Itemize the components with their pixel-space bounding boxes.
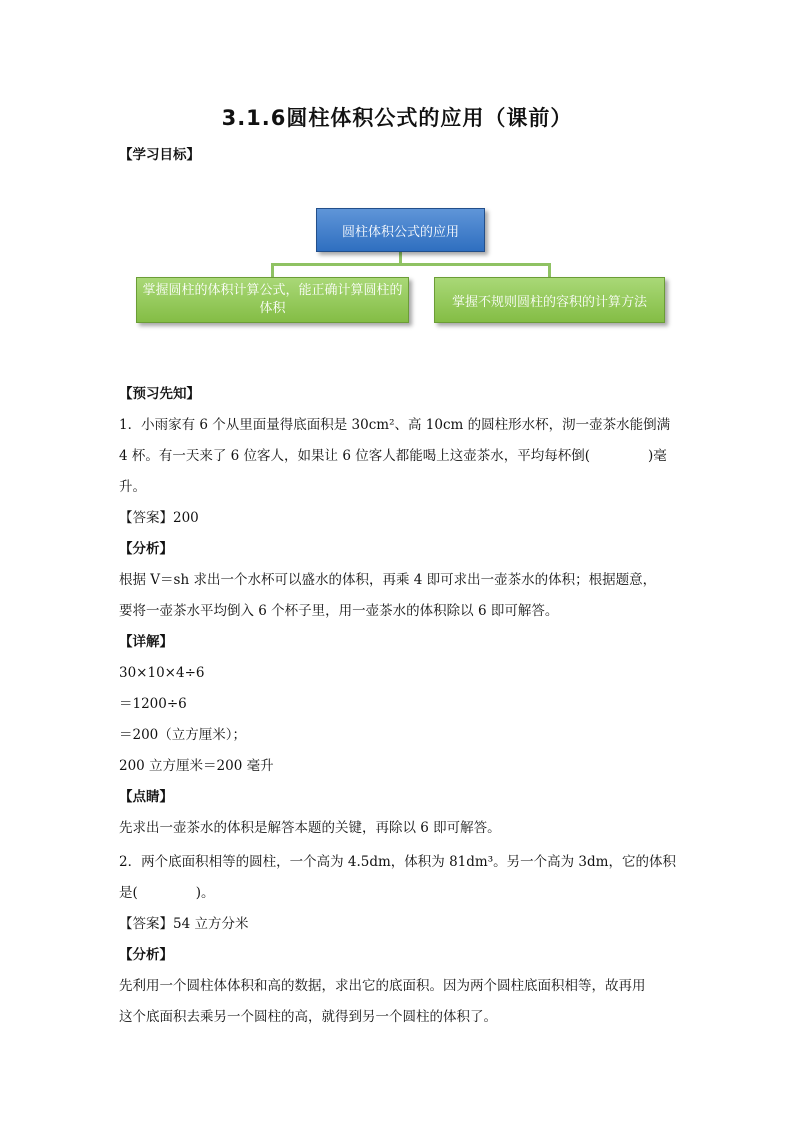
q1-analysis-2: 要将一壶茶水平均倒入 6 个杯子里，用一壶茶水的体积除以 6 即可解答。 [119,603,559,619]
q2-line-1: 2．两个底面积相等的圆柱，一个高为 4.5dm，体积为 81dm³。另一个高为 3dm，它的体积 [119,854,676,870]
q1-tip-label: 【点睛】 [119,789,173,805]
q2-analysis-2: 这个底面积去乘另一个圆柱的高，就得到另一个圆柱的体积了。 [119,1009,497,1025]
diagram-right-node: 掌握不规则圆柱的容积的计算方法 [434,277,665,323]
section-learning-objectives: 【学习目标】 [119,147,200,163]
q1-step-1: 30×10×4÷6 [119,665,205,681]
q2-answer: 【答案】54 立方分米 [119,916,249,932]
q1-line-2-unit: )毫 [648,448,667,464]
q1-line-2 [119,447,667,465]
connector-left [271,263,274,277]
q1-detail-label: 【详解】 [119,634,173,650]
q1-line-2-text: 4 杯。有一天来了 6 位客人，如果让 6 位客人都能喝上这壶茶水，平均每杯倒( [119,448,590,464]
q1-analysis-label: 【分析】 [119,541,173,557]
diagram-left-node: 掌握圆柱的体积计算公式，能正确计算圆柱的体积 [136,277,409,323]
connector-right [548,263,551,277]
q2-line-2-text: 是( [119,885,138,901]
q1-analysis-1: 根据 V＝sh 求出一个水杯可以盛水的体积，再乘 4 即可求出一壶茶水的体积；根据题意， [119,572,657,588]
section-preview: 【预习先知】 [119,386,200,402]
diagram-root-node: 圆柱体积公式的应用 [316,208,485,252]
q2-analysis-label: 【分析】 [119,947,173,963]
q1-tip: 先求出一壶茶水的体积是解答本题的关键，再除以 6 即可解答。 [119,820,501,836]
q2-line-2-end: )。 [195,885,215,901]
q1-step-2: ＝1200÷6 [119,696,187,712]
q1-step-3: ＝200（立方厘米）； [119,727,247,743]
page-title: 3.1.6圆柱体积公式的应用（课前） [221,106,573,130]
q2-line-2 [119,884,215,902]
connector-horizontal [271,263,551,266]
q2-analysis-1: 先利用一个圆柱体体积和高的数据，求出它的底面积。因为两个圆柱底面积相等，故再用 [119,978,646,994]
q1-step-4: 200 立方厘米＝200 毫升 [119,758,274,774]
q1-answer: 【答案】200 [119,510,199,526]
q1-line-1: 1．小雨家有 6 个从里面量得底面积是 30cm²、高 10cm 的圆柱形水杯，沏一壶茶水能倒满 [119,417,671,433]
q1-line-3: 升。 [119,479,146,495]
